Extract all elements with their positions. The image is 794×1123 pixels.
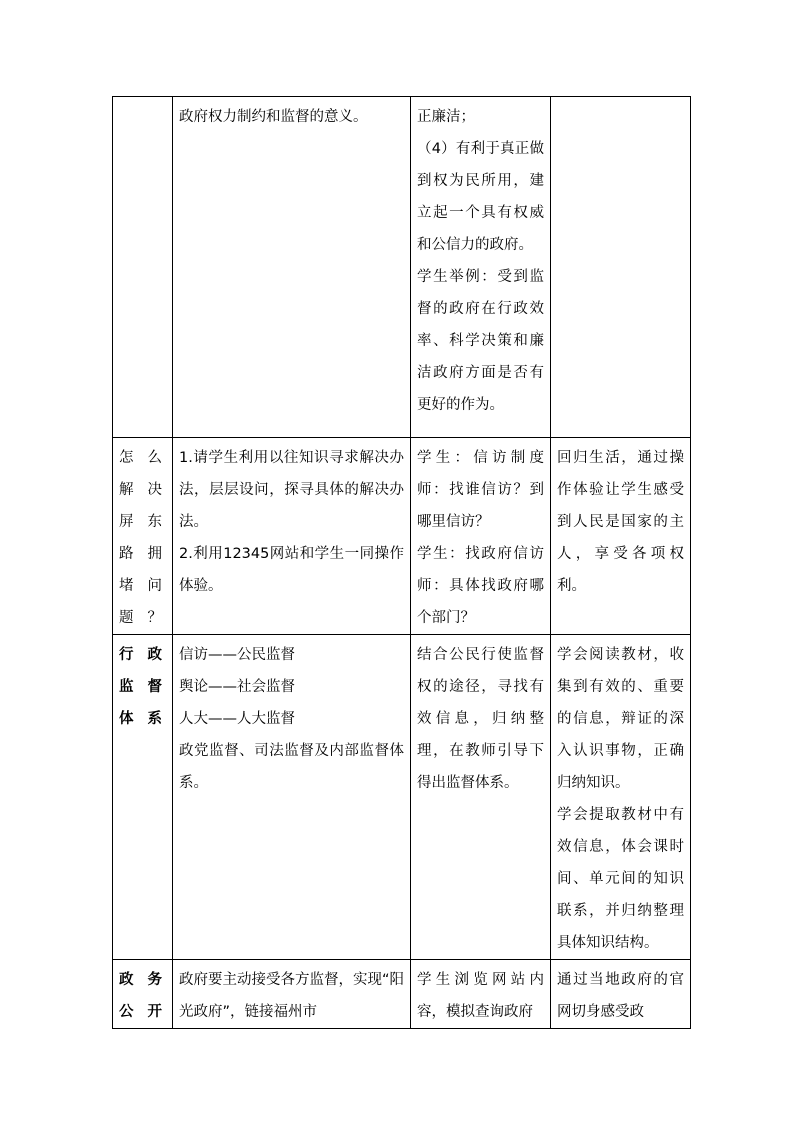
student-paragraph: （4）有利于真正做到权为民所用，建立起一个具有权威和公信力的政府。 xyxy=(417,141,544,253)
design-intent-cell xyxy=(551,97,691,438)
lesson-plan-table xyxy=(112,96,691,1029)
content-cell xyxy=(173,960,411,1029)
student-paragraph: 结合公民行使监督权的途径，寻找有效信息，归纳整理，在教师引导下得出监督体系。 xyxy=(417,647,544,791)
student-activity-cell xyxy=(411,97,551,438)
topic-text: 政务公开 xyxy=(119,972,166,1020)
intent-paragraph: 学会提取教材中有效信息，体会课时间、单元间的知识联系，并归纳整理具体知识结构。 xyxy=(557,807,684,951)
content-paragraph: 信访——公民监督 xyxy=(179,647,295,663)
table-row xyxy=(113,635,691,960)
topic-cell xyxy=(113,960,173,1029)
student-paragraph: 学生举例：受到监督的政府在行政效率、科学决策和廉洁政府方面是否有更好的作为。 xyxy=(417,269,544,413)
content-cell xyxy=(173,97,411,438)
topic-cell xyxy=(113,97,173,438)
content-cell xyxy=(173,635,411,960)
table-row xyxy=(113,438,691,635)
content-paragraph: 政府权力制约和监督的意义。 xyxy=(179,109,368,125)
table-row xyxy=(113,97,691,438)
student-paragraph: 学生浏览网站内容，模拟查询政府 xyxy=(417,972,544,1020)
content-cell xyxy=(173,438,411,635)
student-paragraph: 学生：信访制度师：找谁信访？到哪里信访？ xyxy=(417,450,544,530)
student-activity-cell xyxy=(411,635,551,960)
student-activity-cell xyxy=(411,438,551,635)
intent-paragraph: 通过当地政府的官网切身感受政 xyxy=(557,972,684,1020)
design-intent-cell xyxy=(551,438,691,635)
intent-paragraph: 学会阅读教材，收集到有效的、重要的信息，辩证的深入认识事物，正确归纳知识。 xyxy=(557,647,684,791)
content-paragraph: 政党监督、司法监督及内部监督体系。 xyxy=(179,743,404,791)
student-paragraph: 正廉洁； xyxy=(417,109,475,125)
content-paragraph: 舆论——社会监督 xyxy=(179,679,295,695)
table-row xyxy=(113,960,691,1029)
design-intent-cell xyxy=(551,635,691,960)
intent-paragraph: 回归生活，通过操作体验让学生感受到人民是国家的主人，享受各项权利。 xyxy=(557,450,684,594)
design-intent-cell xyxy=(551,960,691,1029)
student-activity-cell xyxy=(411,960,551,1029)
topic-text: 行政监督体系 xyxy=(119,647,166,727)
topic-text: 怎么解决屏东路拥堵问题？ xyxy=(119,450,166,626)
topic-cell xyxy=(113,438,173,635)
content-paragraph: 人大——人大监督 xyxy=(179,711,295,727)
student-paragraph: 学生：找政府信访师：具体找政府哪个部门？ xyxy=(417,546,544,626)
content-paragraph: 1.请学生利用以往知识寻求解决办法，层层设问，探寻具体的解决办法。 xyxy=(179,450,404,530)
content-paragraph: 2.利用12345网站和学生一同操作体验。 xyxy=(179,546,404,594)
content-paragraph: 政府要主动接受各方监督，实现“阳光政府”，链接福州市 xyxy=(179,972,405,1020)
topic-cell xyxy=(113,635,173,960)
